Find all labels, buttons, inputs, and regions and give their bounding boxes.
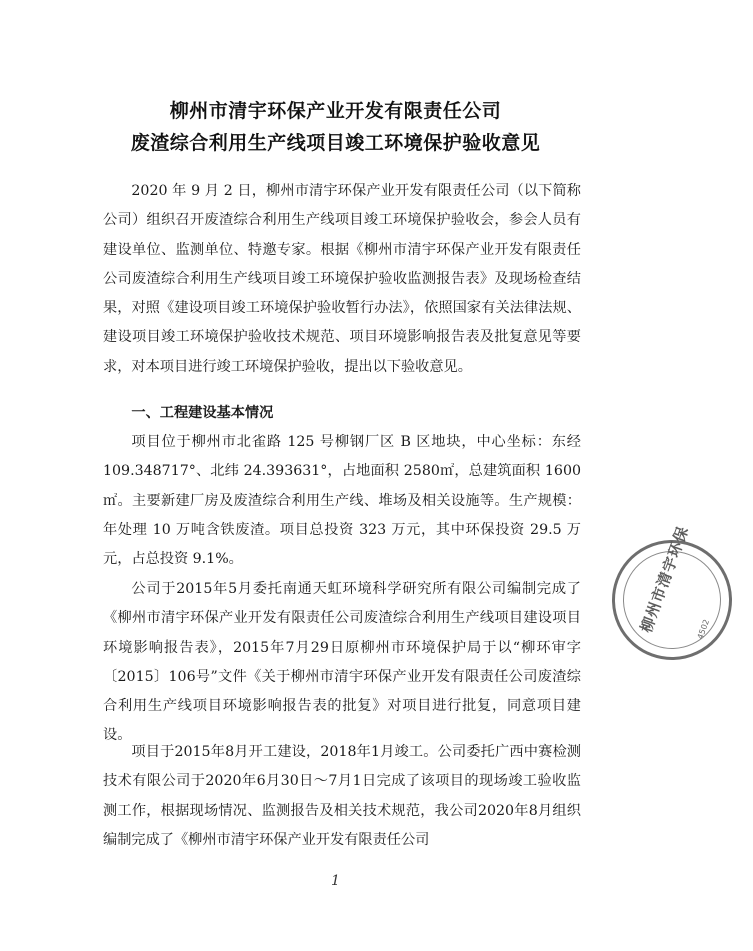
company-seal bbox=[595, 523, 749, 677]
paragraph-eia-history: 公司于2015年5月委托南通天虹环境科学研究所有限公司编制完成了《柳州市清宇环保产业开发有限责任公司废渣综合利用生产线项目建设项目环境影响报告表》，2015年7月29日原柳州市环境保护局于以“柳环审字〔2015〕106号”文件《关于柳州市清宇环保产业开发有限责任公司废渣综合利用生产线项目环境影响报告表的批复》对项目进行批复，同意项目建设。 bbox=[103, 581, 581, 744]
seal-text: 柳州市清宇环保 bbox=[637, 523, 693, 635]
paragraph-project-info: 项目位于柳州市北雀路 125 号柳钢厂区 B 区地块，中心坐标：东经 109.348717°、北纬 24.393631°，占地面积 2580㎡，总建筑面积 1600㎡。主要新建厂房及废渣综合利用生产线、堆场及相关设施等。生产规模：年处理 10 万吨含铁废渣。项目总投资 323 万元，其中环保投资 29.5 万元，占总投资 9.1%。 bbox=[103, 434, 581, 568]
section-heading: 一、工程建设基本情况 bbox=[131, 405, 274, 421]
paragraph-construction: 项目于2015年8月开工建设，2018年1月竣工。公司委托广西中赛检测技术有限公司于2020年6月30日～7月1日完成了该项目的现场竣工验收监测工作，根据现场情况、监测报告及相关技术规范，我公司2020年8月组织编制完成了《柳州市清宇环保产业开发有限责任公司 bbox=[103, 744, 581, 848]
paragraph-intro: 2020 年 9 月 2 日，柳州市清宇环保产业开发有限责任公司（以下简称公司）组织召开废渣综合利用生产线项目竣工环境保护验收会，参会人员有建设单位、监测单位、特邀专家。根据《柳州市清宇环保产业开发有限责任公司废渣综合利用生产线项目竣工环境保护验收监测报告表》及现场检查结果，对照《建设项目竣工环境保护验收暂行办法》，依照国家有关法律法规、建设项目竣工环境保护验收技术规范、项目环境影响报告表及批复意见等要求，对本项目进行竣工环境保护验收，提出以下验收意见。 bbox=[103, 183, 581, 375]
seal-number: 4502 bbox=[695, 618, 712, 641]
document-title-line1: 柳州市清宇环保产业开发有限责任公司 bbox=[169, 100, 502, 122]
document-title-line2: 废渣综合利用生产线项目竣工环境保护验收意见 bbox=[130, 132, 541, 154]
page-number: 1 bbox=[331, 873, 340, 889]
